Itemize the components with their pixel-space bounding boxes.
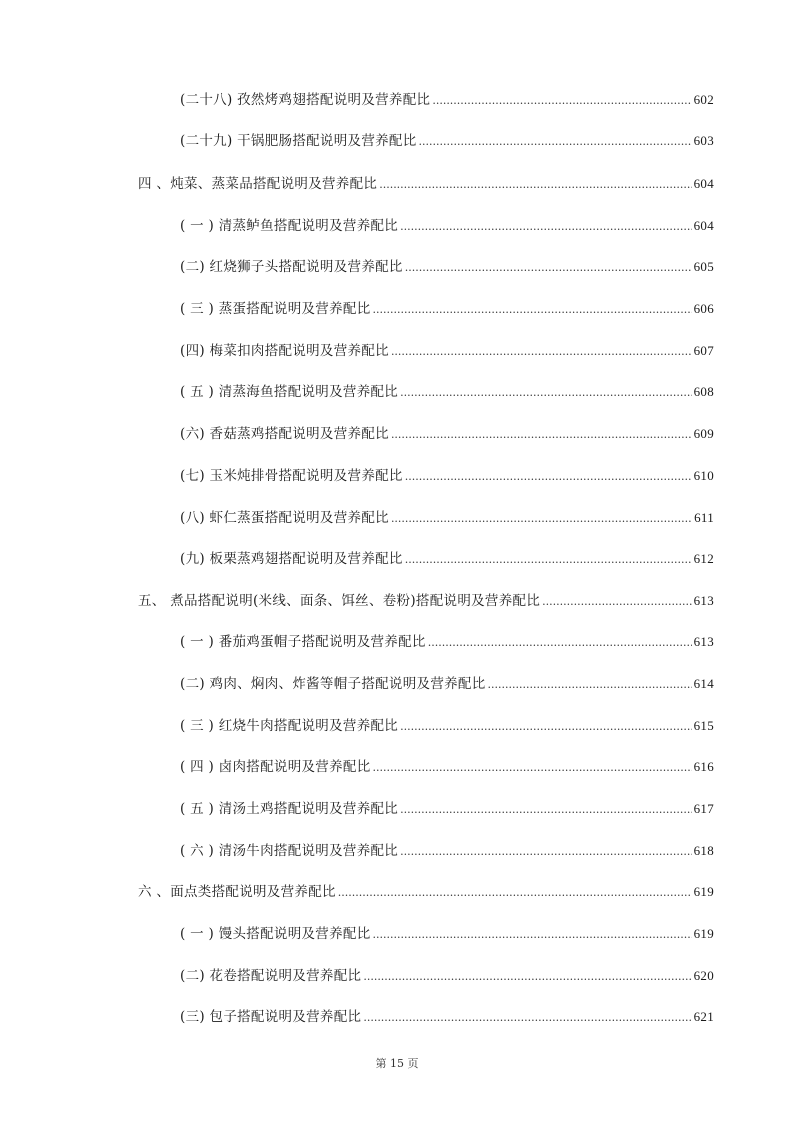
toc-entry-page: 617 (693, 801, 714, 816)
toc-entry-page: 604 (693, 176, 714, 191)
toc-entry-page: 620 (693, 968, 714, 983)
toc-entry-label: ( 一 ) 番茄鸡蛋帽子搭配说明及营养配比 (180, 634, 426, 650)
toc-entry-label: ( 一 ) 清蒸鲈鱼搭配说明及营养配比 (180, 218, 399, 234)
toc-leader-dots (400, 218, 691, 236)
toc-entry-page: 612 (693, 551, 714, 566)
toc-entry[interactable] (180, 675, 714, 694)
toc-entry[interactable] (180, 300, 714, 319)
toc-entry-page: 613 (693, 593, 714, 608)
toc-entry[interactable] (180, 91, 714, 110)
toc-entry-page: 607 (693, 343, 714, 358)
toc-leader-dots (373, 926, 692, 944)
toc-entry-page: 616 (693, 759, 714, 774)
toc-entry-page: 613 (693, 634, 714, 649)
toc-leader-dots (432, 92, 691, 110)
toc-entry[interactable] (180, 132, 714, 151)
page-footer: 第 15 页 (375, 1057, 419, 1070)
toc-leader-dots (419, 133, 692, 151)
toc-leader-dots (400, 843, 691, 861)
toc-entry-label: (四) 梅菜扣肉搭配说明及营养配比 (180, 343, 389, 359)
toc-leader-dots (428, 634, 692, 652)
toc-entry-page: 621 (693, 1009, 714, 1024)
toc-entry-page: 619 (693, 884, 714, 899)
toc-entry-page: 605 (693, 259, 714, 274)
toc-leader-dots (391, 510, 692, 528)
toc-entry[interactable] (180, 925, 714, 944)
toc-leader-dots (391, 426, 692, 444)
toc-entry[interactable] (180, 633, 714, 652)
toc-leader-dots (391, 343, 692, 361)
toc-entry[interactable] (180, 967, 714, 986)
toc-entry-label: (七) 玉米炖排骨搭配说明及营养配比 (180, 468, 403, 484)
toc-entry-label: (六) 香菇蒸鸡搭配说明及营养配比 (180, 426, 389, 442)
toc-entry-page: 618 (693, 843, 714, 858)
toc-entry[interactable] (138, 175, 714, 194)
toc-entry-label: ( 四 ) 卤肉搭配说明及营养配比 (180, 759, 371, 775)
toc-entry-page: 610 (693, 468, 714, 483)
toc-entry-page: 609 (693, 426, 714, 441)
toc-leader-dots (379, 176, 691, 194)
toc-entry[interactable] (180, 258, 714, 277)
toc-entry-page: 604 (693, 218, 714, 233)
toc-entry-page: 614 (693, 676, 714, 691)
toc-entry[interactable] (180, 717, 714, 736)
toc-entry-label: ( 三 ) 蒸蛋搭配说明及营养配比 (180, 301, 371, 317)
toc-entry-label: (二) 鸡肉、焖肉、炸酱等帽子搭配说明及营养配比 (180, 676, 486, 692)
toc-entry-page: 608 (693, 384, 714, 399)
toc-entry-label: ( 六 ) 清汤牛肉搭配说明及营养配比 (180, 843, 399, 859)
toc-entry[interactable] (138, 883, 714, 902)
toc-leader-dots (405, 468, 692, 486)
toc-leader-dots (400, 801, 691, 819)
toc-entry-label: (二) 红烧狮子头搭配说明及营养配比 (180, 259, 403, 275)
toc-leader-dots (400, 384, 691, 402)
toc-entry-label: (二十八) 孜然烤鸡翅搭配说明及营养配比 (180, 92, 431, 108)
toc-entry-label: (二) 花卷搭配说明及营养配比 (180, 968, 362, 984)
toc-entry-page: 611 (694, 510, 714, 525)
toc-entry[interactable] (180, 800, 714, 819)
toc-entry-label: ( 五 ) 清蒸海鱼搭配说明及营养配比 (180, 384, 399, 400)
toc-entry-label: (八) 虾仁蒸蛋搭配说明及营养配比 (180, 510, 389, 526)
toc-entry-page: 615 (693, 718, 714, 733)
toc-leader-dots (363, 1009, 691, 1027)
toc-entry[interactable] (180, 1008, 714, 1027)
toc-entry[interactable] (180, 342, 714, 361)
toc-leader-dots (405, 551, 692, 569)
toc-leader-dots (488, 676, 692, 694)
toc-leader-dots (373, 301, 692, 319)
toc-entry-label: ( 三 ) 红烧牛肉搭配说明及营养配比 (180, 718, 399, 734)
toc-entry-label: ( 一 ) 馒头搭配说明及营养配比 (180, 926, 371, 942)
toc-entry[interactable] (180, 467, 714, 486)
toc-entry[interactable] (180, 217, 714, 236)
toc-entry[interactable] (180, 425, 714, 444)
toc-entry[interactable] (138, 592, 714, 611)
toc-entry[interactable] (180, 509, 714, 528)
toc-leader-dots (542, 593, 691, 611)
toc-entry-page: 606 (693, 301, 714, 316)
toc-entry-page: 619 (693, 926, 714, 941)
toc-entry-label: 四 、炖菜、蒸菜品搭配说明及营养配比 (138, 176, 378, 192)
toc-leader-dots (405, 259, 692, 277)
toc-entry[interactable] (180, 550, 714, 569)
toc-leader-dots (373, 759, 692, 777)
toc-entry-label: 五、 煮品搭配说明(米线、面条、饵丝、卷粉)搭配说明及营养配比 (138, 593, 541, 609)
toc-entry-label: ( 五 ) 清汤土鸡搭配说明及营养配比 (180, 801, 399, 817)
toc-leader-dots (363, 968, 691, 986)
toc-entry-label: (九) 板栗蒸鸡翅搭配说明及营养配比 (180, 551, 403, 567)
toc-entry-label: 六 、面点类搭配说明及营养配比 (138, 884, 336, 900)
toc-leader-dots (338, 884, 692, 902)
toc-entry-label: (二十九) 干锅肥肠搭配说明及营养配比 (180, 133, 417, 149)
toc-entry-label: (三) 包子搭配说明及营养配比 (180, 1009, 362, 1025)
toc-entry[interactable] (180, 383, 714, 402)
toc-entry-page: 602 (693, 92, 714, 107)
toc-entry[interactable] (180, 842, 714, 861)
toc-entry-page: 603 (693, 133, 714, 148)
toc-entry[interactable] (180, 758, 714, 777)
toc-leader-dots (400, 718, 691, 736)
